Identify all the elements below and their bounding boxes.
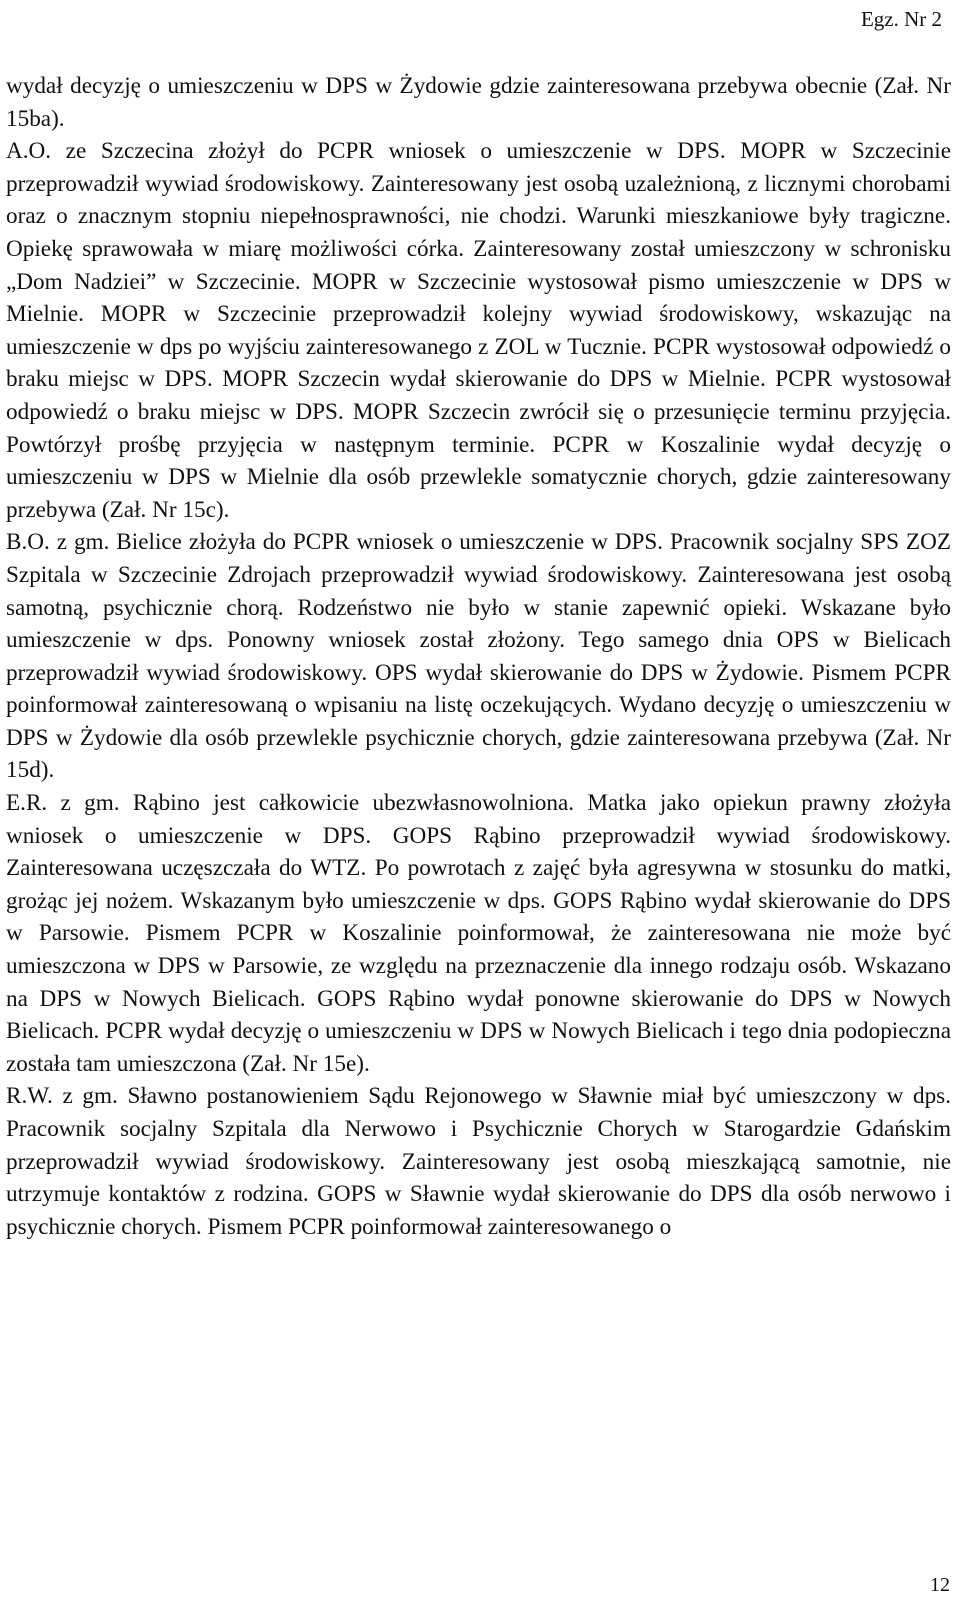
paragraph-3: B.O. z gm. Bielice złożyła do PCPR wniosek o umieszczenie w DPS. Pracownik socjalny SPS ZOZ Szpitala w Szczecinie Zdrojach przeprowadził wywiad środowiskowy. Zainteresowana jest osobą samotną, psychicznie chorą. Rodzeństwo nie było w stanie zapewnić opieki. Wskazane było umieszczenie w dps. Ponowny wniosek został złożony. Tego samego dnia OPS w Bielicach przeprowadził wywiad środowiskowy. OPS wydał skierowanie do DPS w Żydowie. Pismem PCPR poinformował zainteresowaną o wpisaniu na listę oczekujących. Wydano decyzję o umieszczeniu w DPS w Żydowie dla osób przewlekle psychicznie chorych, gdzie zainteresowana przebywa (Zał. Nr 15d). — [6, 529, 951, 784]
paragraph-1: wydał decyzję o umieszczeniu w DPS w Żydowie gdzie zainteresowana przebywa obecnie (Zał. Nr 15ba). — [6, 73, 951, 132]
document-body — [6, 70, 951, 1243]
paragraph-4: E.R. z gm. Rąbino jest całkowicie ubezwłasnowolniona. Matka jako opiekun prawny złożyła wniosek o umieszczenie w DPS. GOPS Rąbino przeprowadził wywiad środowiskowy. Zainteresowana uczęszczała do WTZ. Po powrotach z zajęć była agresywna w stosunku do matki, grożąc jej nożem. Wskazanym było umieszczenie w dps. GOPS Rąbino wydał skierowanie do DPS w Parsowie. Pismem PCPR w Koszalinie poinformował, że zainteresowana nie może być umieszczona w DPS w Parsowie, ze względu na przeznaczenie dla innego rodzaju osób. Wskazano na DPS w Nowych Bielicach. GOPS Rąbino wydał ponowne skierowanie do DPS w Nowych Bielicach. PCPR wydał decyzję o umieszczeniu w DPS w Nowych Bielicach i tego dnia podopieczna została tam umieszczona (Zał. Nr 15e). — [6, 790, 951, 1077]
page-number: 12 — [930, 1574, 950, 1596]
paragraph-2: A.O. ze Szczecina złożył do PCPR wniosek o umieszczenie w DPS. MOPR w Szczecinie przeprowadził wywiad środowiskowy. Zainteresowany jest osobą uzależnioną, z licznymi chorobami oraz o znacznym stopniu niepełnosprawności, nie chodzi. Warunki mieszkaniowe były tragiczne. Opiekę sprawowała w miarę możliwości córka. Zainteresowany został umieszczony w schronisku „Dom Nadziei” w Szczecinie. MOPR w Szczecinie wystosował pismo umieszczenie w DPS w Mielnie. MOPR w Szczecinie przeprowadził kolejny wywiad środowiskowy, wskazując na umieszczenie w dps po wyjściu zainteresowanego z ZOL w Tucznie. PCPR wystosował odpowiedź o braku miejsc w DPS. MOPR Szczecin wydał skierowanie do DPS w Mielnie. PCPR wystosował odpowiedź o braku miejsc w DPS. MOPR Szczecin zwrócił się o przesunięcie terminu przyjęcia. Powtórzył prośbę przyjęcia w następnym terminie. PCPR w Koszalinie wydał decyzję o umieszczeniu w DPS w Mielnie dla osób przewlekle somatycznie chorych, gdzie zainteresowany przebywa (Zał. Nr 15c). — [6, 138, 951, 523]
paragraph-5: R.W. z gm. Sławno postanowieniem Sądu Rejonowego w Sławnie miał być umieszczony w dps. Pracownik socjalny Szpitala dla Nerwowo i Psychicznie Chorych w Starogardzie Gdańskim przeprowadził wywiad środowiskowy. Zainteresowany jest osobą mieszkającą samotnie, nie utrzymuje kontaktów z rodzina. GOPS w Sławnie wydał skierowanie do DPS dla osób nerwowo i psychicznie chorych. Pismem PCPR poinformował zainteresowanego o — [6, 1083, 951, 1240]
copy-number-label: Egz. Nr 2 — [860, 7, 942, 31]
